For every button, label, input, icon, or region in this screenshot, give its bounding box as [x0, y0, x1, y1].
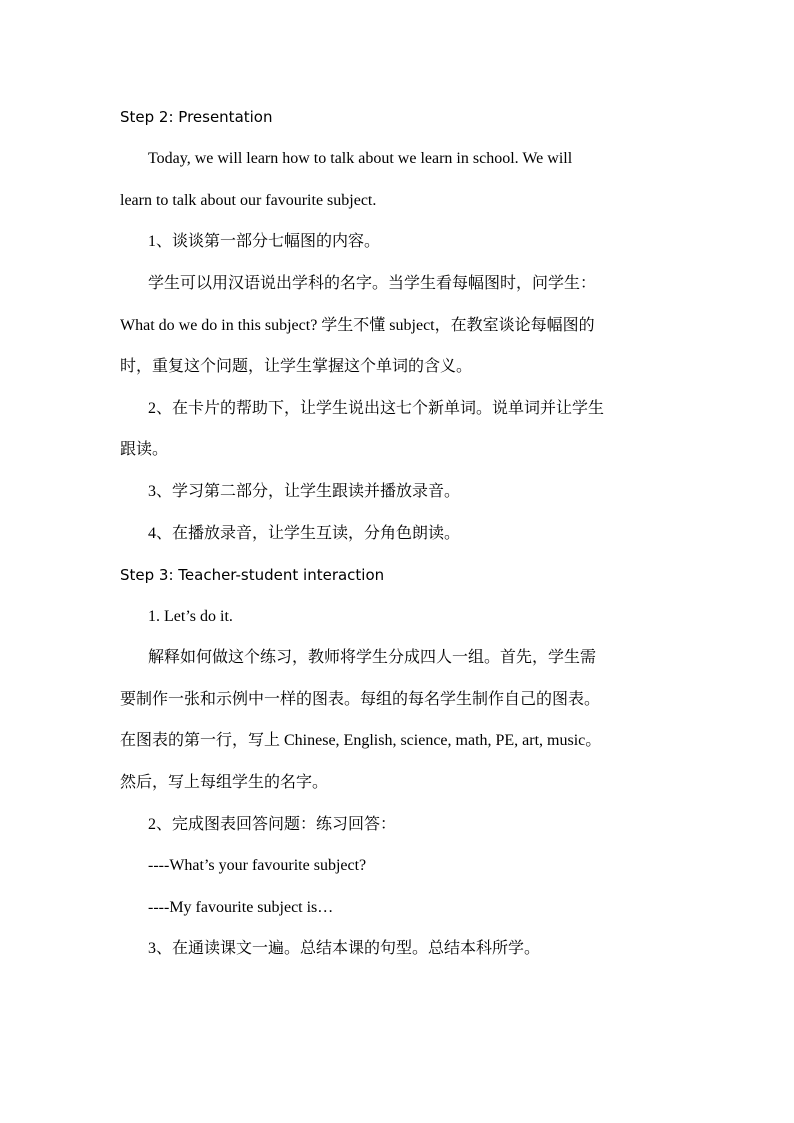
step2-item2-line1: 2、在卡片的帮助下，让学生说出这七个新单词。说单词并让学生: [148, 400, 605, 417]
step3-item1: 1. Let’s do it.: [148, 608, 233, 625]
step3-dialog-answer: ----My favourite subject is…: [148, 899, 334, 916]
step2-item1-detail-line3: 时，重复这个问题，让学生掌握这个单词的含义。: [120, 358, 473, 375]
step3-item1-detail-line1: 解释如何做这个练习，教师将学生分成四人一组。首先，学生需: [148, 649, 597, 666]
step3-item1-detail-line2: 要制作一张和示例中一样的图表。每组的每名学生制作自己的图表。: [120, 691, 601, 708]
step3-heading: Step 3: Teacher-student interaction: [120, 566, 385, 584]
step2-item4: 4、在播放录音，让学生互读，分角色朗读。: [148, 525, 461, 542]
step2-item1-detail-line1: 学生可以用汉语说出学科的名字。当学生看每幅图时，问学生：: [148, 275, 597, 292]
step2-item1: 1、谈谈第一部分七幅图的内容。: [148, 233, 381, 250]
step2-item3: 3、学习第二部分，让学生跟读并播放录音。: [148, 483, 461, 500]
step2-intro-line1: Today, we will learn how to talk about we learn in school. We will: [148, 150, 573, 167]
step2-heading: Step 2: Presentation: [120, 108, 273, 126]
step3-item3: 3、在通读课文一遍。总结本课的句型。总结本科所学。: [148, 940, 541, 957]
step2-item1-detail-line2: What do we do in this subject? 学生不懂 subject，在教室谈论每幅图的: [120, 317, 595, 334]
step2-intro-line2: learn to talk about our favourite subject.: [120, 192, 377, 209]
step3-dialog-question: ----What’s your favourite subject?: [148, 857, 367, 874]
step2-item2-line2: 跟读。: [120, 441, 169, 458]
step3-item1-detail-line4: 然后，写上每组学生的名字。: [120, 774, 329, 791]
step3-item1-detail-line3: 在图表的第一行，写上 Chinese, English, science, math, PE, art, music。: [120, 732, 602, 749]
step3-item2: 2、完成图表回答问题：练习回答：: [148, 816, 397, 833]
